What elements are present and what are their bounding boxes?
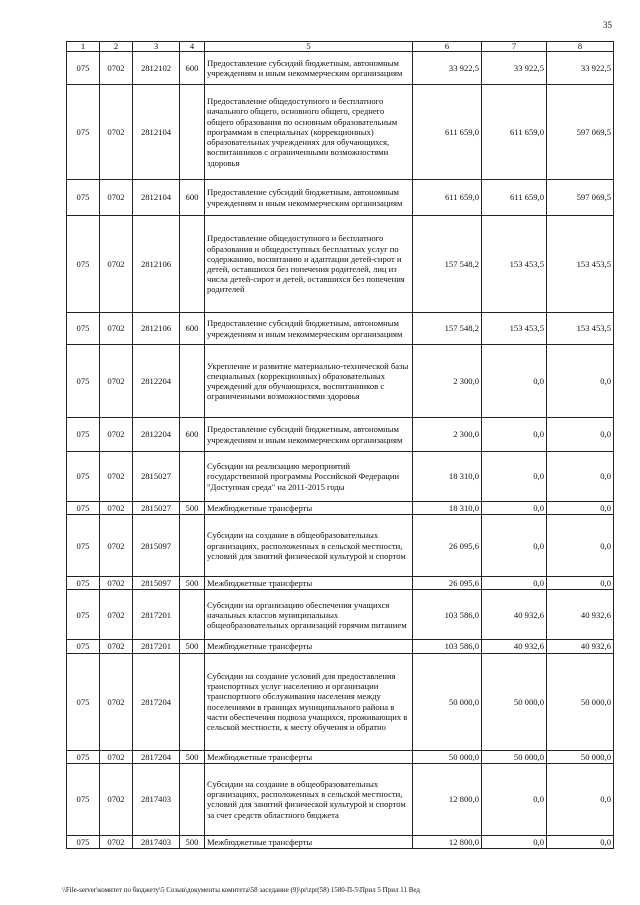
table-row xyxy=(67,52,614,85)
expense-type-code xyxy=(180,452,205,502)
target-code: 2817204 xyxy=(133,653,180,750)
item-description: Субсидии на реализацию мероприятий государственной программы Российской Федерации "Доступная среда" на 2011-2015 годы xyxy=(205,452,413,502)
amount-col7: 0,0 xyxy=(482,345,547,418)
column-header: 1 xyxy=(67,42,100,52)
amount-col8: 597 069,5 xyxy=(547,85,614,180)
expense-type-code xyxy=(180,763,205,835)
item-description: Предоставление субсидий бюджетным, автономным учреждениям и иным некоммерческим организациям xyxy=(205,418,413,452)
amount-col6: 12 800,0 xyxy=(413,763,482,835)
section-code: 0702 xyxy=(100,653,133,750)
amount-col8: 50 000,0 xyxy=(547,750,614,763)
item-description: Субсидии на создание в общеобразовательных организациях, расположенных в сельской местности, условий для занятий физической культурой и спортом xyxy=(205,515,413,577)
amount-col8: 0,0 xyxy=(547,418,614,452)
amount-col8: 0,0 xyxy=(547,835,614,848)
expense-type-code: 500 xyxy=(180,502,205,515)
item-description: Межбюджетные трансферты xyxy=(205,640,413,653)
target-code: 2812204 xyxy=(133,345,180,418)
target-code: 2817403 xyxy=(133,835,180,848)
item-description: Межбюджетные трансферты xyxy=(205,577,413,590)
expense-type-code: 600 xyxy=(180,180,205,216)
target-code: 2815027 xyxy=(133,452,180,502)
ministry-code: 075 xyxy=(67,590,100,640)
expense-type-code: 500 xyxy=(180,640,205,653)
amount-col7: 0,0 xyxy=(482,515,547,577)
amount-col7: 50 000,0 xyxy=(482,653,547,750)
section-code: 0702 xyxy=(100,216,133,313)
ministry-code: 075 xyxy=(67,640,100,653)
amount-col7: 0,0 xyxy=(482,763,547,835)
expense-type-code: 500 xyxy=(180,835,205,848)
amount-col8: 0,0 xyxy=(547,345,614,418)
item-description: Субсидии на организацию обеспечения учащихся начальных классов муниципальных общеобразовательных организаций горячим питанием xyxy=(205,590,413,640)
column-header: 5 xyxy=(205,42,413,52)
table-row xyxy=(67,85,614,180)
amount-col8: 40 932,6 xyxy=(547,640,614,653)
expense-type-code xyxy=(180,216,205,313)
expense-type-code xyxy=(180,590,205,640)
amount-col8: 0,0 xyxy=(547,452,614,502)
amount-col8: 40 932,6 xyxy=(547,590,614,640)
ministry-code: 075 xyxy=(67,515,100,577)
table-row xyxy=(67,835,614,848)
ministry-code: 075 xyxy=(67,750,100,763)
amount-col6: 103 586,0 xyxy=(413,640,482,653)
table-row xyxy=(67,577,614,590)
file-path-footer: \\File-server\комитет по бюджету\5 Созыв\документы комитета\58 заседание (9)\pr\zpr(58) 1580-П-5\Прил 5 Прил 11 Вед xyxy=(62,886,420,894)
page-number: 35 xyxy=(603,20,612,30)
ministry-code: 075 xyxy=(67,180,100,216)
section-code: 0702 xyxy=(100,835,133,848)
target-code: 2812106 xyxy=(133,313,180,345)
ministry-code: 075 xyxy=(67,835,100,848)
amount-col8: 33 922,5 xyxy=(547,52,614,85)
target-code: 2815027 xyxy=(133,502,180,515)
ministry-code: 075 xyxy=(67,52,100,85)
table-row xyxy=(67,763,614,835)
target-code: 2812102 xyxy=(133,52,180,85)
ministry-code: 075 xyxy=(67,345,100,418)
amount-col6: 611 659,0 xyxy=(413,85,482,180)
amount-col6: 50 000,0 xyxy=(413,653,482,750)
ministry-code: 075 xyxy=(67,577,100,590)
column-header: 6 xyxy=(413,42,482,52)
expense-type-code xyxy=(180,85,205,180)
section-code: 0702 xyxy=(100,763,133,835)
amount-col8: 153 453,5 xyxy=(547,313,614,345)
item-description: Межбюджетные трансферты xyxy=(205,502,413,515)
ministry-code: 075 xyxy=(67,85,100,180)
section-code: 0702 xyxy=(100,418,133,452)
section-code: 0702 xyxy=(100,640,133,653)
table-row xyxy=(67,313,614,345)
ministry-code: 075 xyxy=(67,313,100,345)
amount-col8: 0,0 xyxy=(547,502,614,515)
target-code: 2812106 xyxy=(133,216,180,313)
amount-col7: 40 932,6 xyxy=(482,590,547,640)
header-row xyxy=(67,42,614,52)
column-header: 3 xyxy=(133,42,180,52)
section-code: 0702 xyxy=(100,750,133,763)
item-description: Субсидии на создание в общеобразовательных организациях, расположенных в сельской местности, условий для занятий физической культурой и спортом за счет средств областного бюджета xyxy=(205,763,413,835)
section-code: 0702 xyxy=(100,502,133,515)
ministry-code: 075 xyxy=(67,216,100,313)
amount-col7: 611 659,0 xyxy=(482,180,547,216)
amount-col6: 18 310,0 xyxy=(413,452,482,502)
amount-col6: 33 922,5 xyxy=(413,52,482,85)
target-code: 2812204 xyxy=(133,418,180,452)
target-code: 2812104 xyxy=(133,85,180,180)
column-header: 8 xyxy=(547,42,614,52)
table-row xyxy=(67,418,614,452)
item-description: Межбюджетные трансферты xyxy=(205,835,413,848)
amount-col8: 0,0 xyxy=(547,577,614,590)
item-description: Предоставление общедоступного и бесплатного начального общего, основного общего, среднего общего образования по основным образовательным программам в специальных (коррекционных) образовательных учреждениях для обучающихся, воспитанников с ограниченными возможностями здоровья xyxy=(205,85,413,180)
amount-col6: 103 586,0 xyxy=(413,590,482,640)
target-code: 2817201 xyxy=(133,640,180,653)
section-code: 0702 xyxy=(100,577,133,590)
item-description: Предоставление общедоступного и бесплатного образования и общедоступных бесплатных услуг по содержанию, воспитанию и адаптации детей-сирот и детей, оставшихся без попечения родителей, лиц из числа детей-сирот и детей, оставшихся без попечения родителей xyxy=(205,216,413,313)
table-row xyxy=(67,345,614,418)
amount-col6: 2 300,0 xyxy=(413,418,482,452)
item-description: Субсидии на создание условий для предоставления транспортных услуг населению и организации транспортного обслуживания населения между поселениями в границах муниципального района в части обеспечения подвоза учащихся, проживающих в сельской местности, к месту обучения и обратно xyxy=(205,653,413,750)
expense-type-code: 600 xyxy=(180,52,205,85)
amount-col6: 50 000,0 xyxy=(413,750,482,763)
item-description: Укрепление и развитие материально-технической базы специальных (коррекционных) образовательных учреждений для обучающихся, воспитанников с ограниченными возможностями здоровья xyxy=(205,345,413,418)
column-header: 2 xyxy=(100,42,133,52)
amount-col6: 26 095,6 xyxy=(413,515,482,577)
amount-col7: 153 453,5 xyxy=(482,216,547,313)
section-code: 0702 xyxy=(100,452,133,502)
ministry-code: 075 xyxy=(67,653,100,750)
expense-type-code: 600 xyxy=(180,313,205,345)
expense-type-code: 500 xyxy=(180,577,205,590)
amount-col7: 40 932,6 xyxy=(482,640,547,653)
section-code: 0702 xyxy=(100,180,133,216)
amount-col7: 0,0 xyxy=(482,452,547,502)
amount-col6: 2 300,0 xyxy=(413,345,482,418)
amount-col6: 26 095,6 xyxy=(413,577,482,590)
table-row xyxy=(67,515,614,577)
table-row xyxy=(67,750,614,763)
item-description: Предоставление субсидий бюджетным, автономным учреждениям и иным некоммерческим организациям xyxy=(205,313,413,345)
column-header: 4 xyxy=(180,42,205,52)
amount-col8: 0,0 xyxy=(547,763,614,835)
table-row xyxy=(67,216,614,313)
ministry-code: 075 xyxy=(67,502,100,515)
amount-col6: 157 548,2 xyxy=(413,216,482,313)
target-code: 2815097 xyxy=(133,577,180,590)
expense-type-code: 600 xyxy=(180,418,205,452)
item-description: Межбюджетные трансферты xyxy=(205,750,413,763)
section-code: 0702 xyxy=(100,52,133,85)
section-code: 0702 xyxy=(100,313,133,345)
amount-col7: 0,0 xyxy=(482,418,547,452)
amount-col6: 157 548,2 xyxy=(413,313,482,345)
amount-col7: 611 659,0 xyxy=(482,85,547,180)
amount-col8: 597 069,5 xyxy=(547,180,614,216)
expense-type-code xyxy=(180,515,205,577)
item-description: Предоставление субсидий бюджетным, автономным учреждениям и иным некоммерческим организациям xyxy=(205,52,413,85)
table-row xyxy=(67,653,614,750)
budget-table xyxy=(66,41,614,849)
expense-type-code xyxy=(180,653,205,750)
section-code: 0702 xyxy=(100,515,133,577)
amount-col6: 12 800,0 xyxy=(413,835,482,848)
amount-col6: 611 659,0 xyxy=(413,180,482,216)
amount-col7: 50 000,0 xyxy=(482,750,547,763)
ministry-code: 075 xyxy=(67,418,100,452)
ministry-code: 075 xyxy=(67,452,100,502)
section-code: 0702 xyxy=(100,85,133,180)
table-row xyxy=(67,640,614,653)
target-code: 2812104 xyxy=(133,180,180,216)
expense-type-code xyxy=(180,345,205,418)
section-code: 0702 xyxy=(100,345,133,418)
ministry-code: 075 xyxy=(67,763,100,835)
target-code: 2817204 xyxy=(133,750,180,763)
amount-col8: 0,0 xyxy=(547,515,614,577)
amount-col7: 153 453,5 xyxy=(482,313,547,345)
table-row xyxy=(67,590,614,640)
amount-col8: 50 000,0 xyxy=(547,653,614,750)
table-row xyxy=(67,452,614,502)
amount-col6: 18 310,0 xyxy=(413,502,482,515)
section-code: 0702 xyxy=(100,590,133,640)
item-description: Предоставление субсидий бюджетным, автономным учреждениям и иным некоммерческим организациям xyxy=(205,180,413,216)
expense-type-code: 500 xyxy=(180,750,205,763)
target-code: 2815097 xyxy=(133,515,180,577)
amount-col7: 33 922,5 xyxy=(482,52,547,85)
table-row xyxy=(67,502,614,515)
target-code: 2817403 xyxy=(133,763,180,835)
amount-col7: 0,0 xyxy=(482,502,547,515)
column-header: 7 xyxy=(482,42,547,52)
amount-col7: 0,0 xyxy=(482,577,547,590)
table-row xyxy=(67,180,614,216)
amount-col8: 153 453,5 xyxy=(547,216,614,313)
amount-col7: 0,0 xyxy=(482,835,547,848)
target-code: 2817201 xyxy=(133,590,180,640)
